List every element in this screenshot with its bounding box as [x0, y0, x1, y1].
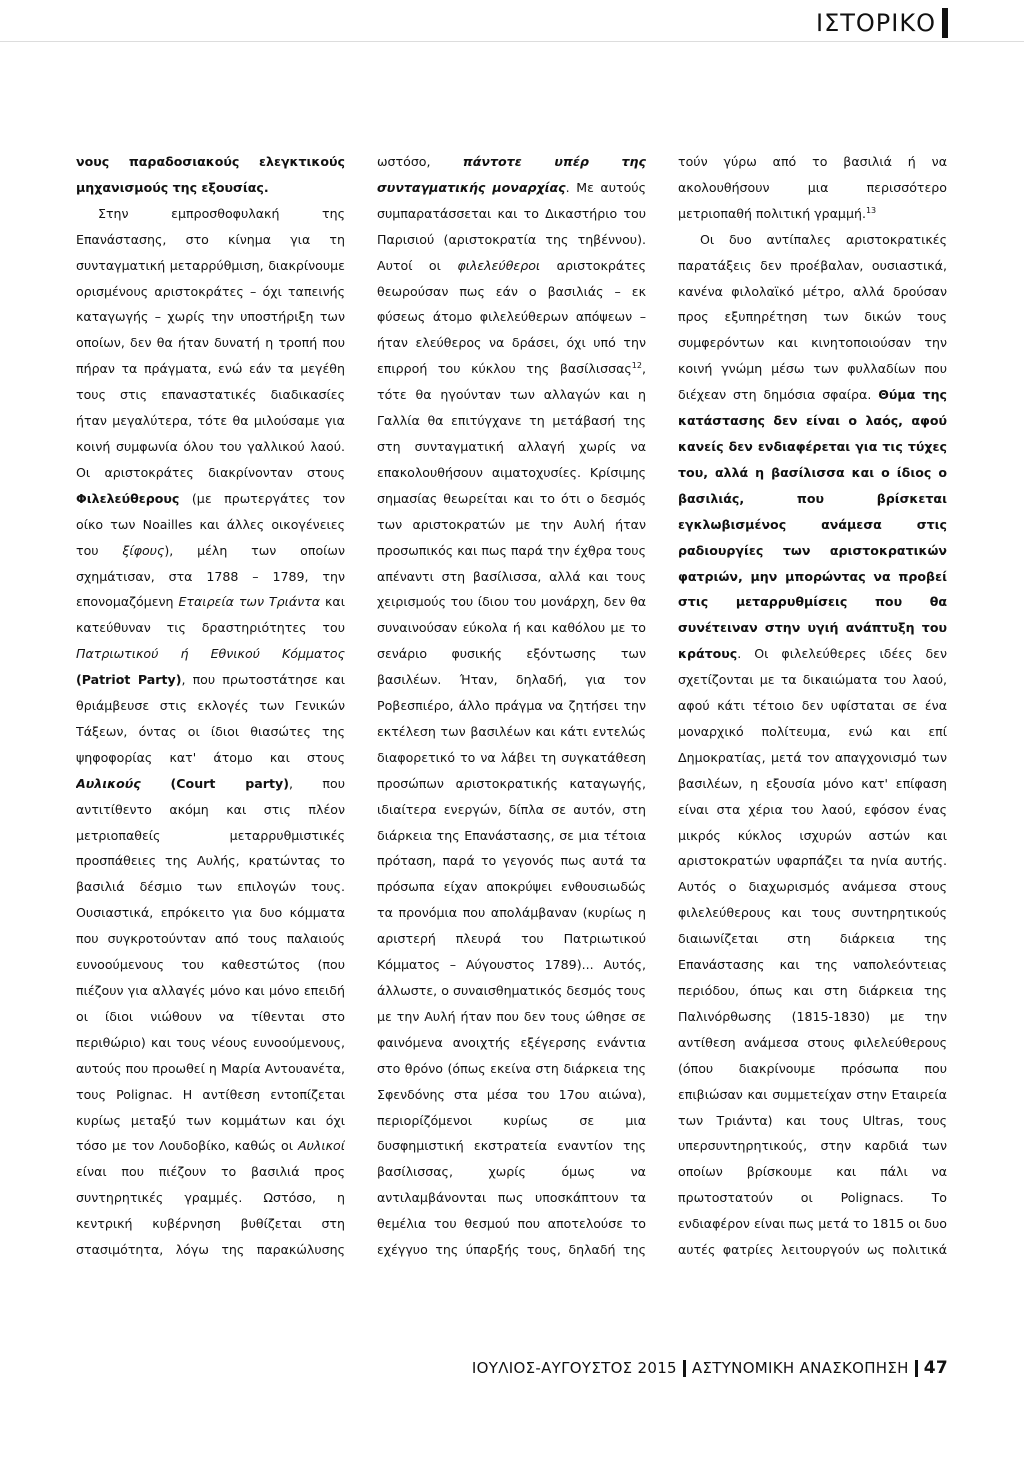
text: Οι δυο αντίπαλες αριστοκρατικές παρατάξεις δεν προέβαλαν, ουσιαστικά, κανένα φιλολαϊκό μέτρο, αλλά δρούσαν προς εξυπηρέτηση των δικών τους συμφερόντων και κινητοποιούσαν την κοινή γνώμη μέσω των φυλλαδίων που διέχεαν στη δημόσια σφαίρα.: [678, 231, 947, 403]
bold-italic-text: πάντοτε υπέρ της συνταγματικής μοναρχίας: [377, 154, 646, 195]
text: και κατεύθυναν τις δραστηριότητες του: [76, 594, 345, 636]
footer-separator: [915, 1360, 918, 1377]
header-rule: [0, 41, 1024, 42]
text: ), μέλη των οποίων σχημάτισαν, στα 1788 – 1789, την επονομαζόμενη: [76, 542, 345, 610]
page-footer: [472, 1358, 948, 1378]
text: . Με αυτούς συμπαρατάσσεται και το Δικαστήριο του Παρισιού (αριστοκρατία της τηβέννου). Αυτοί οι: [377, 179, 646, 273]
italic-text: Πατριωτικού ή Εθνικού Κόμματος: [76, 646, 345, 662]
italic-text: φιλελεύθεροι: [457, 257, 541, 273]
paragraph: [76, 201, 345, 1269]
footnote-ref: 13: [865, 205, 877, 215]
column-3: [678, 149, 947, 1269]
text: . Οι φιλελεύθερες ιδέες δεν σχετίζονται με τα δικαιώματα του λαού, αφού κάτι τέτοιο δεν υφίσταται σε ένα μοναρχικό πολίτευμα, ενώ και επί Δημοκρατίας, μετά τον απαγχονισμό των βασιλέων, η εξουσία μόνο κατ' επίφαση είναι στα χέρια του λαού, εφόσον ένας μικρός κύκλος ισχυρών αστών και αριστοκρατών υφαρπάζει τα ηνία αυτής. Αυτός ο διαχωρισμός ανάμεσα στους φιλελεύθερους και τους συντηρητικούς διαιωνίζεται στη διάρκεια της Επανάστασης και της ναπολεόντειας περιόδου, όπως και στη διάρκεια της Παλινόρθωσης (1815-1830) με την αντίθεση ανάμεσα στους φιλελεύθερους (όπου διακρίνουμε πρόσωπα που επιβιώσαν και συμμετείχαν στην Εταιρεία των Τριάντα) και τους Ultras, τους υπερσυντηρητικούς, στην καρδιά των οποίων βρίσκουμε και πάλι να πρωτοστατούν οι Polignacs. Το ενδιαφέρον είναι πως μετά το 1815 οι δυο αυτές φατρίες λειτουργούν ως πολιτικά: [678, 646, 947, 1258]
paragraph: [678, 227, 947, 1269]
bold-italic-text: Αυλικούς: [76, 775, 141, 791]
footnote-ref: 12: [631, 361, 642, 371]
paragraph: [377, 149, 646, 1269]
bold-text: νους παραδοσιακούς ελεγκτικούς μηχανισμούς της εξουσίας.: [76, 154, 345, 195]
bold-text: (Court party): [140, 775, 289, 791]
text: αριστοκράτες θεωρούσαν πως εάν ο βασιλιάς – εκ φύσεως άτομο φιλελεύθερων απόψεων – ήταν ελεύθερος να δράσει, όχι υπό την επιρροή του κύκλου της βασίλισσας: [377, 257, 646, 377]
issue-date: ΙΟΥΛΙΟΣ-ΑΥΓΟΥΣΤΟΣ 2015: [471, 1359, 677, 1377]
column-1: [76, 149, 345, 1269]
section-header: [816, 8, 948, 38]
article-body: [76, 149, 948, 1269]
bold-text: Φιλελεύθερους: [76, 490, 180, 506]
text: τούν γύρω από το βασιλιά ή να ακολουθήσουν μια περισσότερο μετριοπαθή πολιτική γραμμή.: [678, 154, 947, 221]
text: , τότε θα ηγούνταν των αλλαγών και η Γαλλία θα επιτύγχανε τη μετάβασή της στη συνταγματική αλλαγή χωρίς να επακολουθήσουν αιματοχυσίες. Κρίσιμης σημασίας θεωρείται και το ότι ο δεσμός των αριστοκρατών με την Αυλή ήταν προσωπικός και πως παρά την έχθρα τους απέναντι στη βασίλισσα, αλλά και τους χειρισμούς του ίδιου του μονάρχη, δεν θα συναινούσαν εύκολα ή και καθόλου με το σενάριο φυσικής εξόντωσης των βασιλέων. Ήταν, δηλαδή, για τον Ροβεσπιέρο, άλλο πράγμα να ζητήσει την εκτέλεση των βασιλέων και κάτι εντελώς διαφορετικό το να λάβει τη συγκατάθεση προσώπων αριστοκρατικής καταγωγής, ιδιαίτερα ενεργών, δίπλα σε αυτόν, στη διάρκεια της Επανάστασης, σε μια τέτοια πρόταση, παρά το γεγονός πως αυτά τα πρόσωπα είχαν αποκρύψει ενθουσιωδώς τα προνόμια που απολάμβαναν (κυρίως η αριστερή πλευρά του Πατριωτικού Κόμματος – Αύγουστος 1789)... Αυτός, άλλωστε, ο συναισθηματικός δεσμός τους με την Αυλή ήταν που δεν τους ώθησε σε φαινόμενα ανοιχτής εξέγερσης ενάντια στο θρόνο (όπως εκείνα στη διάρκεια της Σφενδόνης στα μέσα του 17ου αιώνα), περιορίζόμενοι κυρίως σε μια δυσφημιστική εκστρατεία εναντίον της βασίλισσας, χωρίς όμως να αντιλαμβάνονται πως υποσκάπτουν τα θεμέλια του θεσμού που αποτελούσε το εχέγγυο της ύπαρξής τους, δηλαδή της: [377, 361, 646, 1258]
paragraph: [76, 149, 345, 201]
footer-separator: [683, 1360, 686, 1377]
text: Στην εμπροσθοφυλακή της Επανάστασης, στο κίνημα για τη συνταγματική μεταρρύθμιση, διακρίνουμε ορισμένους αριστοκράτες – όχι ταπεινής καταγωγής – χωρίς την υποστήριξη των οποίων, δεν θα ήταν δυνατή η τροπή που πήραν τα πράγματα, ενώ εάν τα μεγέθη τους στις επαναστατικές διαδικασίες ήταν μεγαλύτερα, τότε θα μιλούσαμε για κοινή συμφωνία όλου του γαλλικού λαού. Οι αριστοκράτες διακρίνονταν στους: [76, 205, 345, 480]
italic-text: Αυλικοί: [297, 1138, 345, 1154]
text: είναι που πιέζουν το βασιλιά προς συντηρητικές γραμμές. Ωστόσο, η κεντρική κυβέρνηση βυθίζεται στη στασιμότητα, λόγω της παρακώλυσης: [76, 1164, 345, 1258]
italic-text: Εταιρεία των Τριάντα: [178, 594, 321, 610]
bold-text: Θύμα της κατάστασης δεν είναι ο λαός, αφού κανείς δεν ενδιαφέρεται για τις τύχες του, αλλά η βασίλισσα και ο ίδιος ο βασιλιάς, που βρίσκεται εγκλωβισμένος ανάμεσα στις ραδιουργίες των αριστοκρατικών φατριών, μην μπορώντας να προβεί στις μεταρρυθμίσεις που θα συνέτειναν στην υγιή ανάπτυξη του κράτους: [678, 387, 947, 662]
section-bar: [942, 8, 948, 38]
column-2: [377, 149, 646, 1269]
text: , που αντιτίθεντο ακόμη και στις πλέον μετριοπαθείς μεταρρυθμιστικές προσπάθειες της Αυλής, κρατώντας το βασιλιά δέσμιο των επιλογών τους. Ουσιαστικά, επρόκειτο για δυο κόμματα που συγκροτούνταν από τους παλαιούς ευνοούμενους του καθεστώτος (που πιέζουν για αλλαγές μόνο και μόνο επειδή οι ίδιοι νιώθουν να τίθενται στο περιθώριο) και τους νέους ευνοούμενους, αυτούς που προωθεί η Μαρία Αντουανέτα, τους Polignac. Η αντίθεση εντοπίζεται κυρίως μεταξύ των κομμάτων και όχι τόσο με τον Λουδοβίκο, καθώς οι: [76, 775, 345, 1154]
bold-text: (Patriot Party): [76, 672, 182, 688]
text: (με πρωτεργάτες τον οίκο των Noailles και άλλες οικογένειες του: [76, 490, 345, 558]
section-title: ΙΣΤΟΡΙΚΟ: [816, 9, 936, 37]
text: , που πρωτοστάτησε και θριάμβευσε στις εκλογές των Γενικών Τάξεων, όντας οι ίδιοι θιασώτες της ψηφοφορίας κατ' άτομο και στους: [76, 672, 345, 765]
italic-text: ξίφους: [122, 542, 165, 558]
magazine-title: ΑΣΤΥΝΟΜΙΚΗ ΑΝΑΣΚΟΠΗΣΗ: [691, 1359, 909, 1377]
paragraph: [678, 149, 947, 227]
page-number: 47: [923, 1358, 948, 1378]
text: ωστόσο,: [377, 154, 463, 169]
